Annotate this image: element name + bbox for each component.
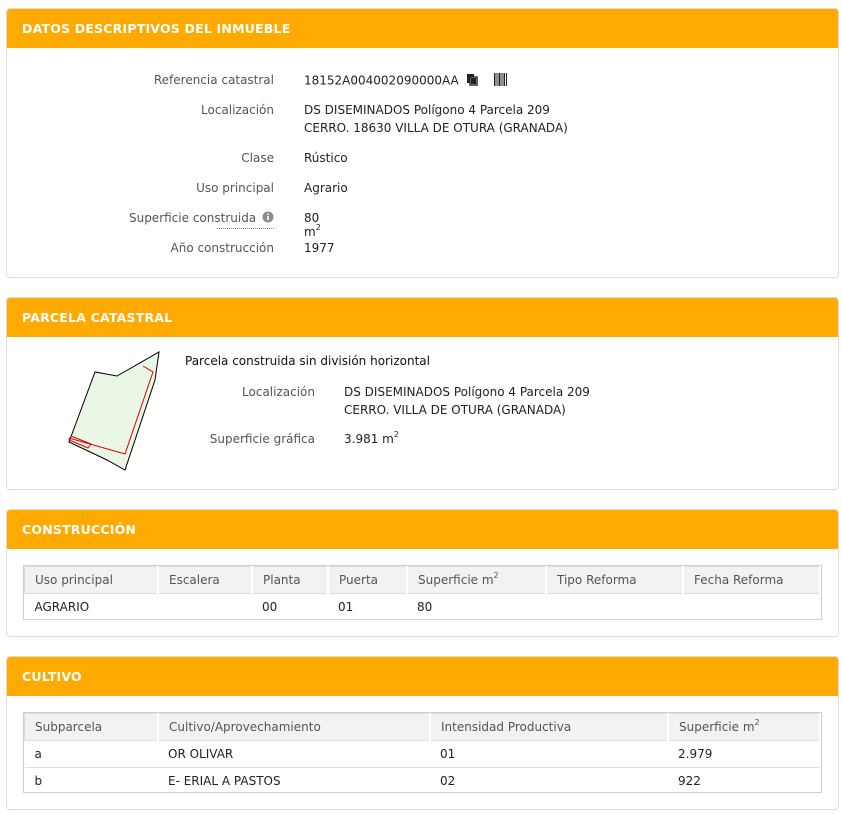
col-escalera: Escalera (158, 567, 252, 594)
col-subparcela: Subparcela (25, 714, 159, 741)
cell-uso: AGRARIO (25, 594, 159, 621)
parcela-loc-line2: CERRO. VILLA DE OTURA (GRANADA) (344, 403, 566, 417)
parcela-loc-label: Localización (242, 385, 315, 399)
construccion-header-row (25, 567, 821, 594)
cultivo-panel (6, 656, 839, 810)
col-uso-principal: Uso principal (25, 567, 159, 594)
loc-line1: DS DISEMINADOS Polígono 4 Parcela 209 (304, 103, 550, 117)
cell-intensidad: 02 (430, 768, 668, 795)
info-icon[interactable] (262, 211, 274, 226)
uso-value: Agrario (304, 181, 348, 195)
clase-value: Rústico (304, 151, 348, 165)
datos-panel (6, 8, 839, 278)
datos-title: DATOS DESCRIPTIVOS DEL INMUEBLE (7, 9, 838, 48)
construccion-panel (6, 509, 839, 637)
parcela-title: PARCELA CATASTRAL (7, 298, 838, 337)
cell-cultivo: E- ERIAL A PASTOS (158, 768, 430, 795)
construccion-title: CONSTRUCCIÓN (7, 510, 838, 549)
col-puerta: Puerta (328, 567, 407, 594)
table-row (25, 741, 821, 768)
col-cultivo: Cultivo/Aprovechamiento (158, 714, 430, 741)
cultivo-table-wrap (23, 712, 822, 793)
cell-superficie: 80 (407, 594, 546, 621)
parcela-sup-value: 3.981 m (344, 432, 394, 446)
anio-label: Año construcción (170, 241, 274, 255)
sup-value-wrap (304, 211, 321, 239)
parcel-map-thumbnail[interactable] (57, 350, 167, 475)
cultivo-title: CULTIVO (7, 657, 838, 696)
construccion-table-wrap (23, 565, 822, 620)
cell-superficie: 2.979 (668, 741, 820, 768)
table-row (25, 768, 821, 795)
sup-exp: 2 (315, 223, 321, 232)
col-intensidad: Intensidad Productiva (430, 714, 668, 741)
cell-intensidad: 01 (430, 741, 668, 768)
parcela-sup-exp: 2 (393, 430, 399, 439)
table-row (25, 594, 821, 621)
cell-superficie: 922 (668, 768, 820, 795)
cell-cultivo: OR OLIVAR (158, 741, 430, 768)
cell-escalera (158, 594, 252, 621)
col-superficie-cultivo-label: Superficie m (679, 720, 755, 734)
parcela-loc-line1: DS DISEMINADOS Polígono 4 Parcela 209 (344, 385, 590, 399)
col-superficie-cultivo-exp: 2 (754, 718, 760, 727)
sup-label: Superficie construida (128, 211, 257, 225)
col-superficie-exp: 2 (493, 571, 499, 580)
barcode-icon[interactable] (494, 73, 508, 89)
cell-fecha-reforma (683, 594, 820, 621)
parcela-subtitle: Parcela construida sin división horizontal (185, 354, 430, 368)
copy-icon[interactable] (466, 73, 479, 89)
cell-subparcela: a (25, 741, 159, 768)
col-superficie-cultivo (668, 714, 820, 741)
col-fecha-reforma: Fecha Reforma (683, 567, 820, 594)
ref-label: Referencia catastral (153, 73, 274, 87)
construccion-table (24, 566, 821, 620)
col-superficie-label: Superficie m (418, 573, 494, 587)
ref-value: 18152A004002090000AA (304, 73, 459, 88)
loc-label: Localización (201, 103, 274, 117)
parcela-sup-label: Superficie gráfica (209, 432, 315, 446)
col-tipo-reforma: Tipo Reforma (546, 567, 683, 594)
anio-value: 1977 (304, 241, 335, 255)
cell-subparcela: b (25, 768, 159, 795)
parcela-sup-wrap (344, 432, 399, 446)
cell-tipo-reforma (546, 594, 683, 621)
sup-value: 80 m (304, 211, 320, 239)
sup-label-wrap (87, 211, 274, 226)
clase-label: Clase (241, 151, 274, 165)
uso-label: Uso principal (196, 181, 274, 195)
cultivo-table (24, 713, 821, 794)
col-superficie (407, 567, 546, 594)
loc-line2: CERRO. 18630 VILLA DE OTURA (GRANADA) (304, 121, 568, 135)
parcela-panel (6, 297, 839, 490)
col-planta: Planta (252, 567, 328, 594)
cell-planta: 00 (252, 594, 328, 621)
cultivo-header-row (25, 714, 821, 741)
cell-puerta: 01 (328, 594, 407, 621)
